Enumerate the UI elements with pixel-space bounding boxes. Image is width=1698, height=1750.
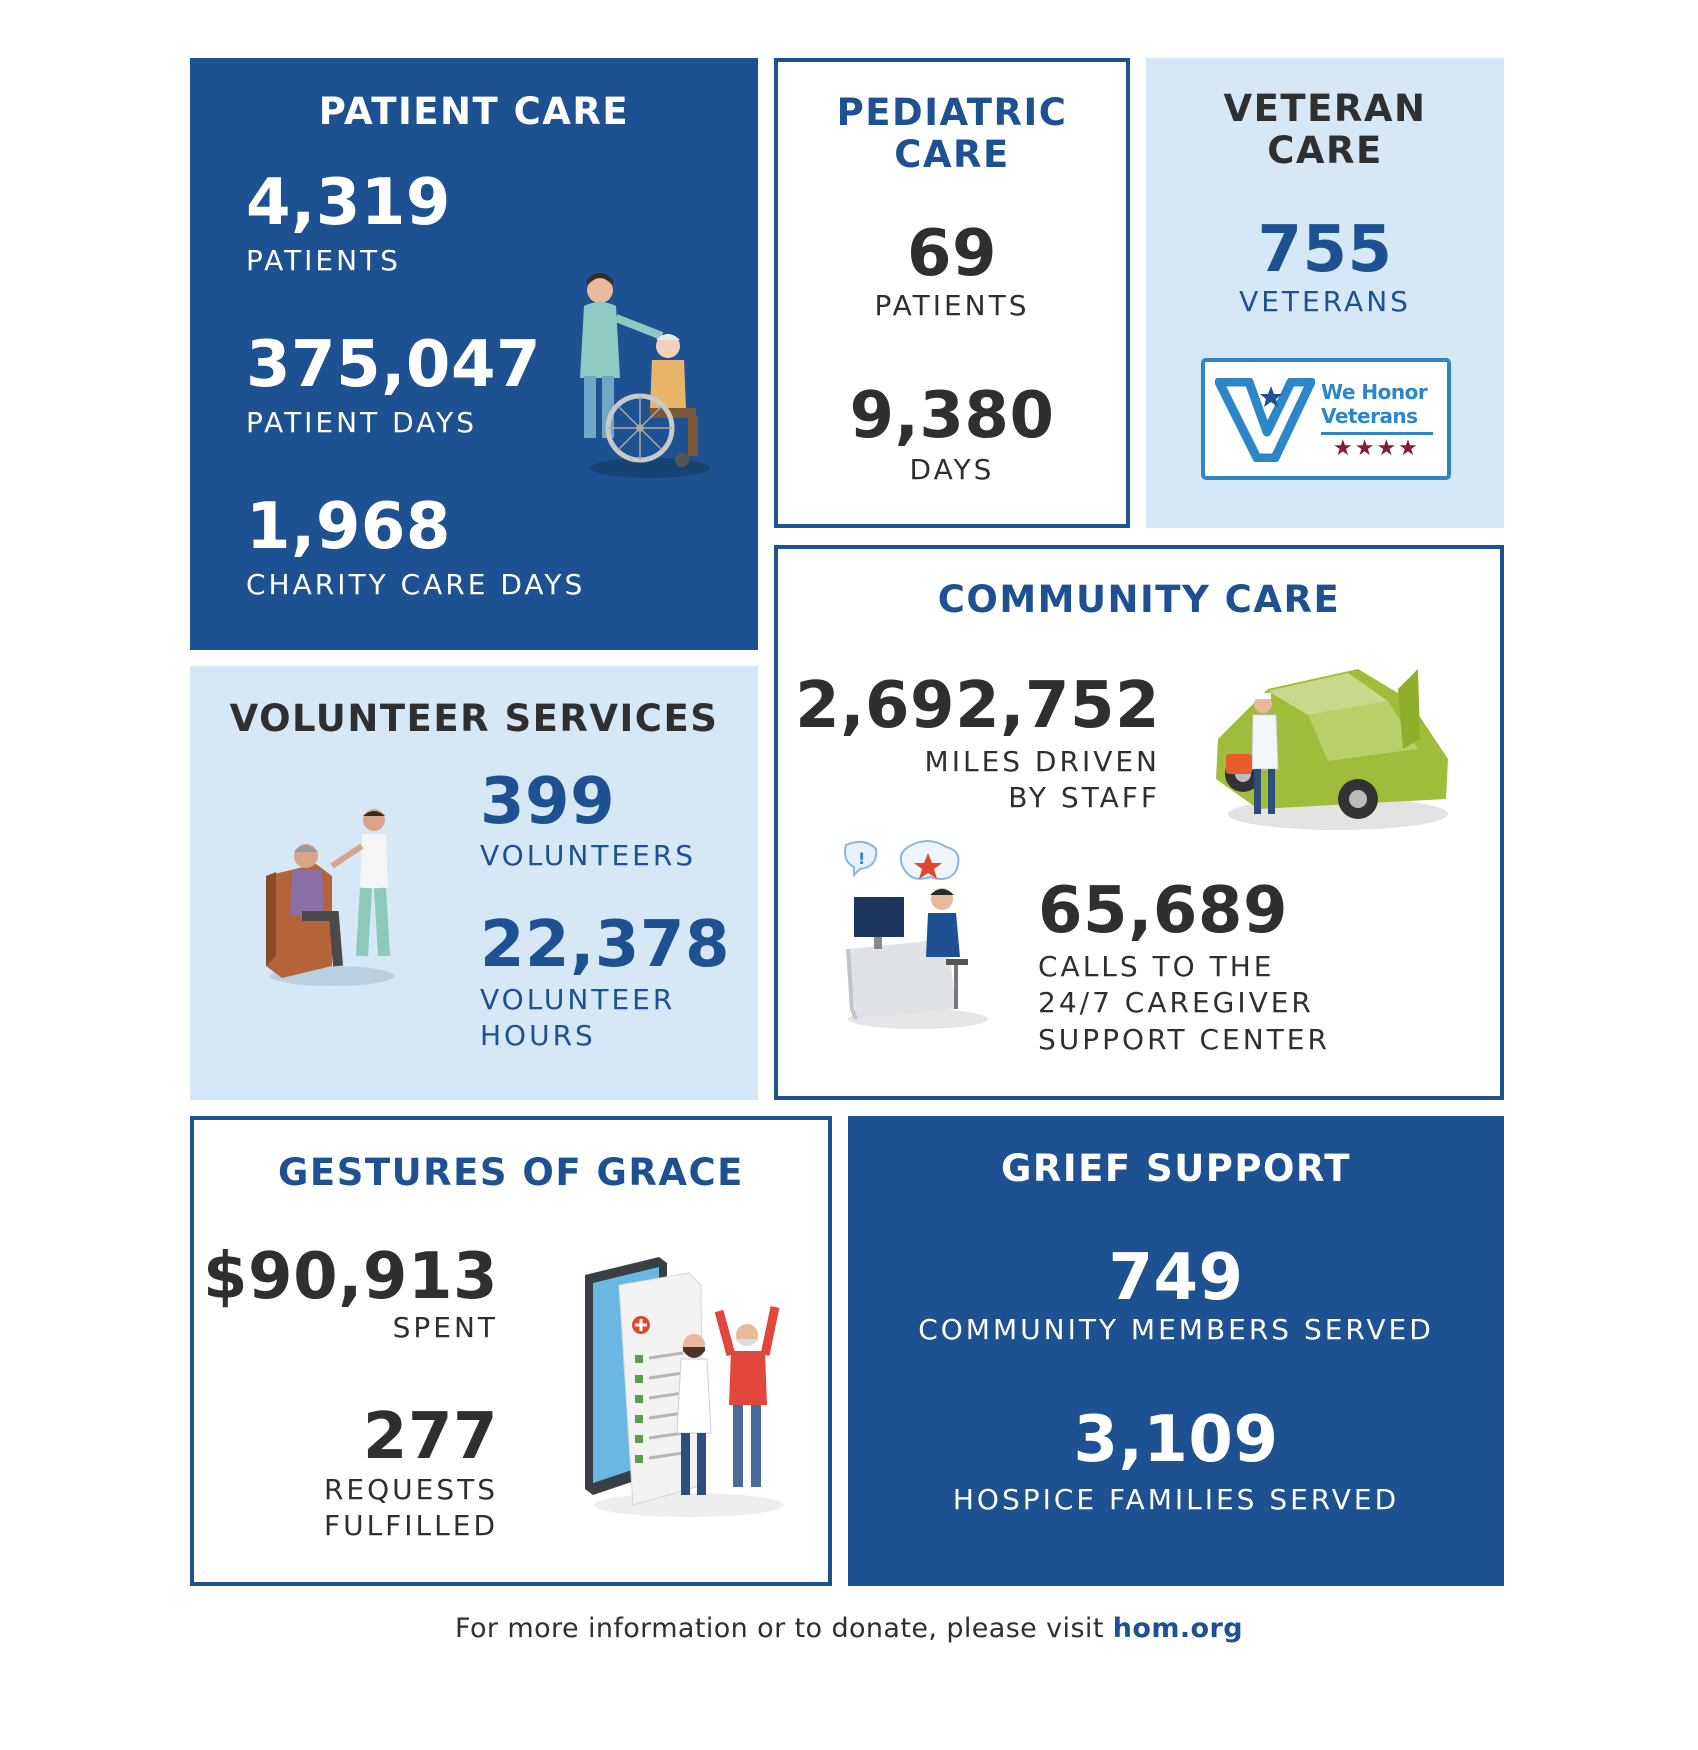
patients-label: PATIENTS (246, 244, 401, 277)
veteran-care-panel (1146, 58, 1504, 528)
calls-label-line2: 24/7 CAREGIVER (1038, 986, 1314, 1020)
footer-link[interactable]: hom.org (1112, 1613, 1243, 1644)
requests-label-line1: REQUESTS (323, 1473, 498, 1506)
volunteer-hours-count: 22,378 (480, 908, 730, 982)
gestures-of-grace-title: GESTURES OF GRACE (278, 1151, 744, 1194)
we-honor-veterans-logo-icon (1215, 378, 1315, 462)
nurse-car-illustration (1198, 649, 1458, 839)
pediatric-days-label: DAYS (909, 453, 995, 486)
requests-count: 277 (362, 1400, 498, 1474)
pediatric-patients-label: PATIENTS (874, 289, 1030, 322)
community-care-title: COMMUNITY CARE (937, 578, 1341, 621)
miles-label-line2: BY STAFF (1008, 781, 1160, 815)
calls-label (1038, 949, 1330, 1058)
volunteers-label: VOLUNTEERS (480, 839, 697, 872)
veterans-label: VETERANS (1239, 285, 1411, 318)
veteran-title-line1: VETERAN (1223, 87, 1427, 130)
charity-days-count: 1,968 (246, 490, 451, 564)
calls-label-line1: CALLS TO THE (1038, 950, 1275, 983)
pediatric-care-title (778, 92, 1126, 176)
volunteer-services-panel (190, 666, 758, 1100)
pediatric-days-count: 9,380 (849, 379, 1055, 453)
badge-stars: ★★★★ (1333, 436, 1420, 461)
pediatric-care-panel (774, 58, 1130, 528)
veterans-count: 755 (1257, 213, 1393, 287)
volunteer-services-title: VOLUNTEER SERVICES (229, 697, 719, 740)
requests-label-line2: FULFILLED (323, 1509, 498, 1543)
pediatric-title-line1: PEDIATRIC (836, 91, 1068, 134)
volunteer-helping-senior-illustration (262, 806, 412, 991)
grief-support-title: GRIEF SUPPORT (1000, 1147, 1351, 1190)
pediatric-patients-count: 69 (906, 217, 998, 291)
footer-text: For more information or to donate, please visit (455, 1613, 1104, 1644)
badge-divider (1321, 432, 1433, 435)
gestures-of-grace-panel (190, 1116, 832, 1586)
patient-days-label: PATIENT DAYS (246, 406, 478, 439)
volunteer-hours-label (480, 982, 675, 1055)
grief-support-panel (848, 1116, 1504, 1586)
footer (0, 1613, 1698, 1644)
amount-spent-label: SPENT (392, 1311, 498, 1344)
svg-text:!: ! (858, 849, 866, 868)
miles-label-line1: MILES DRIVEN (924, 745, 1160, 778)
volunteer-hours-label-line2: HOURS (480, 1019, 596, 1053)
doctor-patient-checklist-illustration (579, 1255, 789, 1520)
veteran-care-title (1146, 88, 1504, 172)
hospice-families-label: HOSPICE FAMILIES SERVED (952, 1483, 1400, 1516)
we-honor-veterans-badge (1201, 358, 1451, 480)
patient-care-title: PATIENT CARE (318, 90, 630, 133)
community-members-label: COMMUNITY MEMBERS SERVED (918, 1313, 1434, 1346)
charity-days-label: CHARITY CARE DAYS (246, 568, 586, 601)
requests-label (324, 1472, 498, 1545)
miles-driven-count: 2,692,752 (795, 669, 1160, 743)
badge-text-line1: We Honor (1321, 380, 1428, 404)
calls-label-line3: SUPPORT CENTER (1038, 1022, 1330, 1056)
patient-days-count: 375,047 (246, 328, 541, 402)
calls-count: 65,689 (1038, 874, 1288, 948)
badge-text-line2: Veterans (1321, 404, 1418, 428)
pediatric-title-line2: CARE (894, 132, 1010, 176)
caregiver-wheelchair-illustration (570, 268, 720, 483)
community-members-count: 749 (1108, 1241, 1244, 1315)
hospice-families-count: 3,109 (1073, 1403, 1279, 1477)
call-center-operator-illustration (838, 839, 998, 1034)
community-care-panel (774, 545, 1504, 1100)
volunteers-count: 399 (480, 765, 616, 839)
patients-count: 4,319 (246, 166, 451, 240)
amount-spent: $90,913 (203, 1240, 498, 1314)
volunteer-hours-label-line1: VOLUNTEER (480, 983, 676, 1016)
miles-driven-label (925, 744, 1160, 817)
veteran-title-line2: CARE (1267, 128, 1383, 172)
patient-care-panel (190, 58, 758, 650)
